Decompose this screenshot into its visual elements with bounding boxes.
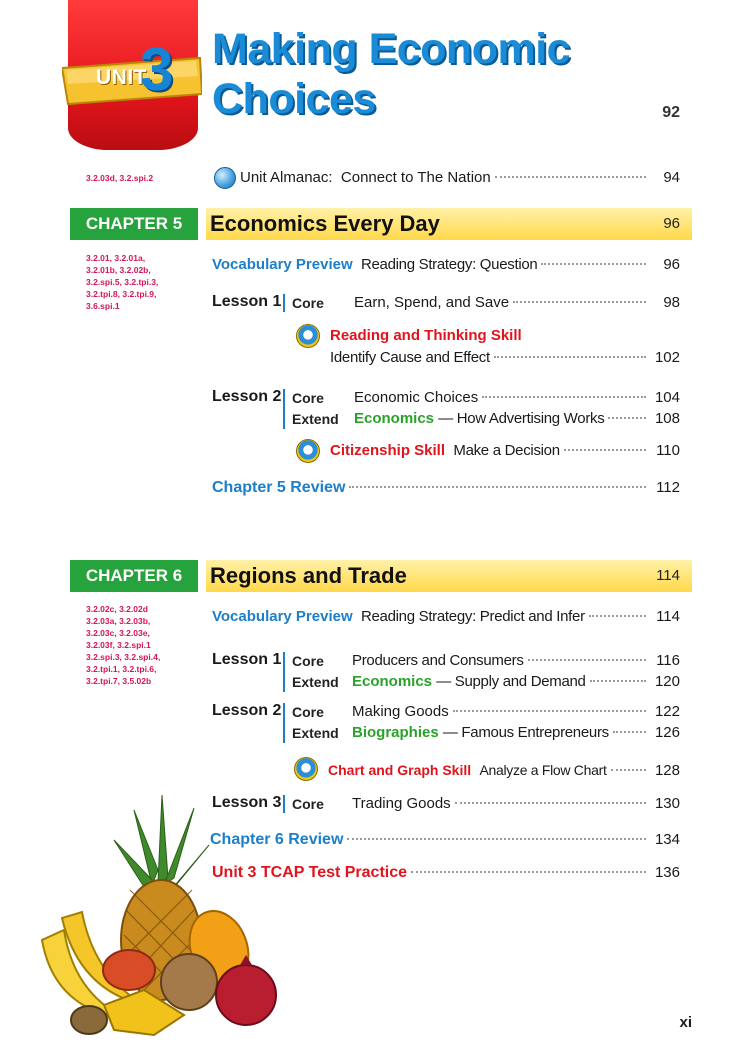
- core-tag: Core: [292, 653, 324, 669]
- vocab-text: Reading Strategy: Predict and Infer: [360, 608, 585, 625]
- lesson-divider: [283, 294, 285, 312]
- ch5-lesson1-entry[interactable]: [354, 293, 680, 313]
- standard-line: 3.2.spi.5, 3.2.tpi.3,: [86, 277, 159, 287]
- ch5-lesson2-label: Lesson 2: [212, 388, 282, 405]
- standard-line: 3.2.tpi.8, 3.2.tpi.9,: [86, 289, 157, 299]
- review-page: 112: [656, 479, 680, 496]
- extend-page: 108: [654, 410, 680, 427]
- skill-title: Chart and Graph Skill: [328, 762, 472, 778]
- almanac-subtitle: Connect to The Nation: [340, 169, 491, 186]
- standard-line: 3.2.tpi.7, 3.5.02b: [86, 676, 152, 686]
- standard-line: 3.2.01b, 3.2.02b,: [86, 265, 151, 275]
- chapter6-label: CHAPTER 6: [85, 566, 183, 585]
- ch5-skill2-entry[interactable]: [330, 441, 680, 461]
- globe-icon: [214, 167, 236, 189]
- lesson-title: Earn, Spend, and Save: [354, 294, 510, 311]
- extend-title: — Supply and Demand: [436, 673, 586, 690]
- chapter5-title: Economics Every Day: [210, 211, 440, 236]
- extend-tag: Extend: [292, 725, 339, 741]
- vocab-text: Reading Strategy: Question: [360, 256, 538, 273]
- chapter5-header[interactable]: [70, 208, 692, 240]
- leader-dots: [349, 486, 646, 488]
- almanac-entry[interactable]: [240, 168, 680, 188]
- vocab-label: Vocabulary Preview: [212, 608, 353, 625]
- vocab-page: 96: [663, 256, 680, 273]
- skill-title: Citizenship Skill: [330, 442, 446, 459]
- ch6-lesson3-entry[interactable]: [352, 794, 680, 814]
- lesson-title: Making Goods: [352, 703, 449, 720]
- chapter6-vocab-entry[interactable]: [212, 607, 680, 627]
- page-folio: xi: [679, 1014, 692, 1031]
- leader-dots: [495, 176, 646, 178]
- leader-dots: [528, 659, 646, 661]
- standard-line: 3.2.03f, 3.2.spi.1: [86, 640, 151, 650]
- chapter5-standards: [86, 252, 196, 312]
- ch5-lesson1-label: Lesson 1: [212, 293, 282, 310]
- ch6-lesson3-label: Lesson 3: [212, 794, 282, 811]
- extend-topic: Economics: [352, 673, 433, 690]
- standard-line: 3.2.02c, 3.2.02d: [86, 604, 148, 614]
- chapter5-label: CHAPTER 5: [85, 214, 183, 233]
- standard-line: 3.2.01, 3.2.01a,: [86, 253, 146, 263]
- test-page: 136: [654, 864, 680, 881]
- unit-title-line2: Choices: [212, 75, 376, 123]
- lesson-title: Trading Goods: [352, 795, 451, 812]
- leader-dots: [455, 802, 646, 804]
- almanac-page: 94: [663, 169, 680, 186]
- citizenship-skill-icon: [296, 439, 320, 463]
- unit-title: [212, 24, 612, 124]
- extend-title: — Famous Entrepreneurs: [442, 724, 609, 741]
- chart-skill-icon: [294, 757, 318, 781]
- ch5-lesson2-extend-entry[interactable]: [354, 409, 680, 429]
- extend-topic: Biographies: [352, 724, 439, 741]
- extend-page: 120: [654, 673, 680, 690]
- tropical-fruit-illustration: [34, 790, 284, 1040]
- unit-page: 92: [662, 104, 680, 121]
- chapter5-vocab-entry[interactable]: [212, 255, 680, 275]
- vocab-label: Vocabulary Preview: [212, 256, 353, 273]
- lesson-title: Producers and Consumers: [352, 652, 524, 669]
- extend-title: — How Advertising Works: [438, 410, 605, 427]
- lesson-divider: [283, 389, 285, 429]
- chapter6-header[interactable]: [70, 560, 692, 592]
- chapter6-title: Regions and Trade: [210, 563, 407, 588]
- chapter5-page: 96: [663, 215, 680, 232]
- leader-dots: [494, 356, 646, 358]
- ch5-skill1-entry[interactable]: [330, 348, 680, 368]
- reading-skill-icon: [296, 324, 320, 348]
- ch6-lesson1-core-entry[interactable]: [352, 651, 680, 671]
- leader-dots: [589, 615, 646, 617]
- leader-dots: [482, 396, 646, 398]
- core-tag: Core: [292, 295, 324, 311]
- lesson-page: 104: [654, 389, 680, 406]
- core-tag: Core: [292, 796, 324, 812]
- vocab-page: 114: [656, 608, 680, 625]
- leader-dots: [347, 838, 646, 840]
- standard-line: 3.2.03c, 3.2.03e,: [86, 628, 150, 638]
- extend-tag: Extend: [292, 411, 339, 427]
- skill-text: Analyze a Flow Chart: [479, 762, 607, 778]
- almanac-standards: 3.2.03d, 3.2.spi.2: [86, 173, 154, 183]
- lesson-page: 116: [656, 652, 680, 669]
- unit-word: UNIT: [96, 66, 147, 89]
- skill-page: 128: [654, 762, 680, 779]
- leader-dots: [590, 680, 646, 682]
- ch6-skill-entry[interactable]: [328, 760, 680, 780]
- chapter6-page: 114: [656, 567, 680, 584]
- almanac-title: Unit Almanac:: [240, 169, 333, 186]
- ch6-lesson1-label: Lesson 1: [212, 651, 282, 668]
- extend-page: 126: [654, 724, 680, 741]
- lesson-page: 122: [654, 703, 680, 720]
- standard-line: 3.2.03a, 3.2.03b,: [86, 616, 151, 626]
- lesson-divider: [283, 703, 285, 743]
- review-label: Chapter 6 Review: [210, 831, 344, 848]
- ch6-lesson2-core-entry[interactable]: [352, 702, 680, 722]
- standard-line: 3.6.spi.1: [86, 301, 120, 311]
- test-label: Unit 3 TCAP Test Practice: [212, 864, 408, 881]
- ch5-lesson2-core-entry[interactable]: [354, 388, 680, 408]
- lesson-page: 130: [654, 795, 680, 812]
- unit-number: 3: [140, 36, 174, 103]
- skill-page: 102: [654, 349, 680, 366]
- chapter6-standards: [86, 603, 196, 687]
- standard-line: 3.2.spi.3, 3.2.spi.4,: [86, 652, 161, 662]
- lesson-page: 98: [663, 294, 680, 311]
- leader-dots: [411, 871, 646, 873]
- skill-page: 110: [656, 442, 680, 459]
- lesson-title: Economic Choices: [354, 389, 479, 406]
- leader-dots: [613, 731, 646, 733]
- unit-title-line1: Making Economic: [212, 25, 571, 73]
- review-label: Chapter 5 Review: [212, 479, 346, 496]
- ch5-skill1-title: Reading and Thinking Skill: [330, 327, 522, 344]
- core-tag: Core: [292, 390, 324, 406]
- extend-tag: Extend: [292, 674, 339, 690]
- lesson-divider: [283, 652, 285, 692]
- review-page: 134: [654, 831, 680, 848]
- leader-dots: [608, 417, 646, 419]
- ch6-lesson2-extend-entry[interactable]: [352, 723, 680, 743]
- leader-dots: [564, 449, 646, 451]
- leader-dots: [611, 769, 646, 771]
- leader-dots: [541, 263, 646, 265]
- leader-dots: [453, 710, 646, 712]
- skill-text: Make a Decision: [453, 442, 560, 459]
- extend-topic: Economics: [354, 410, 435, 427]
- core-tag: Core: [292, 704, 324, 720]
- leader-dots: [513, 301, 646, 303]
- ch5-review-entry[interactable]: [212, 478, 680, 498]
- ch6-lesson2-label: Lesson 2: [212, 702, 282, 719]
- ch6-lesson1-extend-entry[interactable]: [352, 672, 680, 692]
- skill-text: Identify Cause and Effect: [330, 349, 490, 366]
- standard-line: 3.2.tpi.1, 3.2.tpi.6,: [86, 664, 157, 674]
